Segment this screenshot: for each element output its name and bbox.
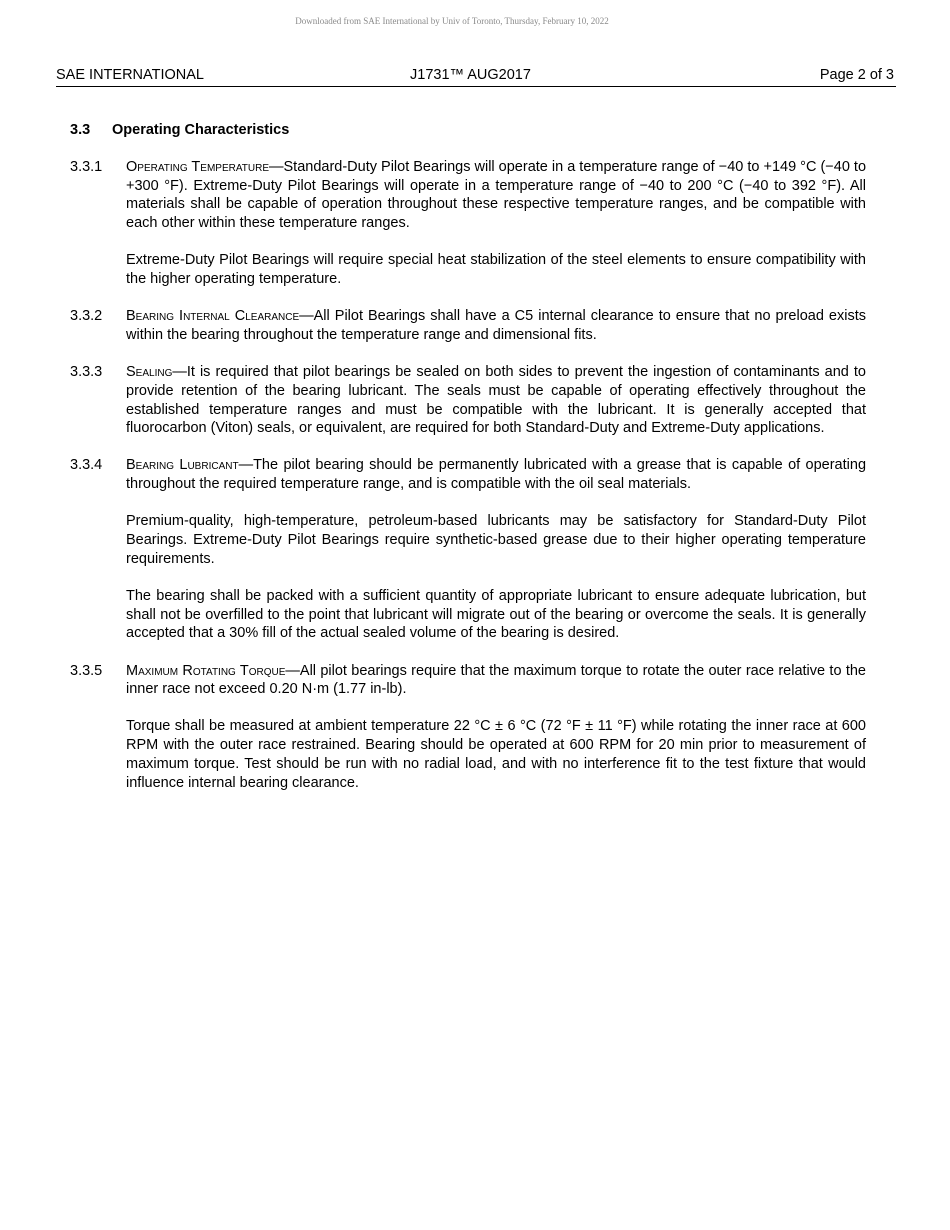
clause-text: —All Pilot Bearings shall have a C5 internal clearance to ensure that no preload exists within the bearing throughout the temperature range and dimensional fits. [126, 308, 866, 343]
clause-heading: Operating Temperature [126, 159, 269, 175]
clause-number: 3.3.5 [70, 662, 103, 679]
page-header [56, 66, 896, 87]
clause-paragraph: Extreme-Duty Pilot Bearings will require special heat stabilization of the steel elements to ensure compatibility with the higher operating temperature. [126, 252, 866, 288]
download-watermark: Downloaded from SAE International by Univ of Toronto, Thursday, February 10, 2022 [295, 16, 609, 26]
clause-text: —Standard-Duty Pilot Bearings will operate in a temperature range of −40 to +149 °C (−40 to +300 °F). Extreme-Duty Pilot Bearings will operate in a temperature range of −40 to 200 °C (−40 to 392 °F). All materials shall be capable of operation throughout these respective temperature ranges, and be compatible with each other within these temperature ranges. [126, 159, 867, 232]
clause-number: 3.3.1 [70, 159, 103, 175]
clause-paragraph [126, 662, 866, 699]
header-page-number: Page 2 of 3 [819, 67, 894, 83]
clause-paragraph: Premium-quality, high-temperature, petroleum-based lubricants may be satisfactory for Standard-Duty Pilot Bearings. Extreme-Duty Pilot Bearings require synthetic-based grease due to their higher operating temperature requirements. [126, 513, 866, 567]
document-body [70, 158, 866, 792]
clause-number: 3.3.3 [70, 364, 103, 381]
header-document-id: J1731™ AUG2017 [410, 67, 531, 83]
clause-heading: Bearing Lubricant [126, 457, 239, 474]
header-organization: SAE INTERNATIONAL [56, 67, 204, 83]
clause-text: —The pilot bearing should be permanently lubricated with a grease that is capable of operating throughout the required temperature range, and is compatible with the oil seal materials. [126, 457, 867, 493]
clause-3-3-2 [70, 307, 866, 344]
clause-3-3-3 [70, 363, 866, 438]
clause-paragraph [126, 158, 866, 233]
clause-paragraph [126, 456, 866, 493]
clause-3-3-4 [70, 456, 866, 643]
clause-text: —All pilot bearings require that the maximum torque to rotate the outer race relative to the inner race not exceed 0.20 N·m (1.77 in-lb). [126, 662, 866, 698]
clause-heading: Sealing [126, 364, 173, 381]
clause-number: 3.3.2 [70, 308, 103, 325]
clause-paragraph [126, 363, 866, 438]
section-title: Operating Characteristics [112, 122, 290, 138]
clause-heading: Maximum Rotating Torque [126, 662, 286, 679]
clause-3-3-1 [70, 158, 866, 289]
clause-paragraph: Torque shall be measured at ambient temperature 22 °C ± 6 °C (72 °F ± 11 °F) while rotating the inner race at 600 RPM with the outer race restrained. Bearing should be operated at 600 RPM for 20 min prior to measurement of maximum torque. Test should be run with no radial load, and with no interference fit to the test fixture that would influence internal bearing clearance. [126, 718, 866, 791]
section-number: 3.3 [70, 122, 91, 138]
clause-paragraph: The bearing shall be packed with a sufficient quantity of appropriate lubricant to ensure adequate lubrication, but shall not be overfilled to the point that lubricant will migrate out of the bearing or overcome the seals. It is generally accepted that a 30% fill of the actual sealed volume of the bearing is desired. [126, 587, 866, 642]
clause-heading: Bearing Internal Clearance [126, 308, 300, 325]
clause-text: —It is required that pilot bearings be sealed on both sides to prevent the ingestion of contaminants and to provide retention of the bearing lubricant. The seals must be capable of operating effectively throughout the established temperature ranges and must be compatible with the lubricant. It is generally accepted that fluorocarbon (Viton) seals, or equivalent, are required for both Standard-Duty and Extreme-Duty applications. [126, 364, 866, 437]
section-heading [70, 122, 289, 138]
clause-paragraph [126, 307, 866, 344]
clause-number: 3.3.4 [70, 457, 103, 474]
clause-3-3-5 [70, 662, 866, 793]
